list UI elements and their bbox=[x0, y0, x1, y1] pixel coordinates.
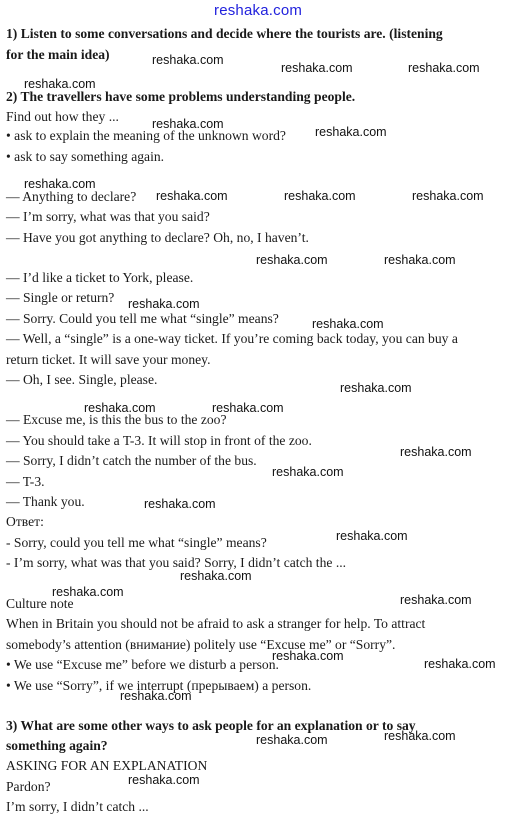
watermark: reshaka.com bbox=[156, 189, 228, 203]
watermark: reshaka.com bbox=[284, 189, 356, 203]
watermark: reshaka.com bbox=[256, 733, 328, 747]
watermark: reshaka.com bbox=[281, 61, 353, 75]
dialog-3-line-2: — You should take a T-3. It will stop in front of the zoo. bbox=[6, 433, 312, 448]
watermark: reshaka.com bbox=[256, 253, 328, 267]
dialog-3-line-3: — Sorry, I didn’t catch the number of the bus. bbox=[6, 453, 257, 468]
watermark: reshaka.com bbox=[128, 773, 200, 787]
dialog-3-line-1: — Excuse me, is this the bus to the zoo? bbox=[6, 412, 227, 427]
dialog-2-line-2: — Single or return? bbox=[6, 290, 115, 305]
dialog-2-line-5: return ticket. It will save your money. bbox=[6, 352, 211, 367]
culture-note-heading: Culture note bbox=[6, 596, 74, 611]
task-3-line-1: 3) What are some other ways to ask people for an explanation or to say bbox=[6, 718, 416, 733]
watermark: reshaka.com bbox=[52, 585, 124, 599]
watermark: reshaka.com bbox=[424, 657, 496, 671]
dialog-3-line-4: — T-3. bbox=[6, 474, 45, 489]
watermark: reshaka.com bbox=[272, 649, 344, 663]
watermark: reshaka.com bbox=[400, 445, 472, 459]
watermark: reshaka.com bbox=[384, 729, 456, 743]
task-1-line-2: for the main idea) bbox=[6, 47, 110, 62]
culture-note-line-2: somebody’s attention (внимание) politely use “Excuse me” or “Sorry”. bbox=[6, 637, 396, 652]
bullet-say-again: • ask to say something again. bbox=[6, 149, 165, 164]
task-2-intro: Find out how they ... bbox=[6, 109, 119, 124]
dialog-1-line-3: — Have you got anything to declare? Oh, no, I haven’t. bbox=[6, 230, 309, 245]
task-3-line-2: something again? bbox=[6, 738, 108, 753]
watermark: reshaka.com bbox=[144, 497, 216, 511]
watermark: reshaka.com bbox=[315, 125, 387, 139]
dialog-1-line-2: — I’m sorry, what was that you said? bbox=[6, 209, 210, 224]
bullet-explain-meaning: • ask to explain the meaning of the unknown word? bbox=[6, 128, 286, 143]
dialog-2-line-6: — Oh, I see. Single, please. bbox=[6, 372, 158, 387]
watermark: reshaka.com bbox=[128, 297, 200, 311]
culture-note-line-1: When in Britain you should not be afraid to ask a stranger for help. To attract bbox=[6, 616, 426, 631]
answer-line-2: - I’m sorry, what was that you said? Sorry, I didn’t catch the ... bbox=[6, 555, 347, 570]
culture-bullet-sorry: • We use “Sorry”, if we interrupt (прерываем) a person. bbox=[6, 678, 312, 693]
watermark: reshaka.com bbox=[312, 317, 384, 331]
dialog-3-line-5: — Thank you. bbox=[6, 494, 85, 509]
answer-label: Ответ: bbox=[6, 514, 44, 529]
dialog-2-line-4: — Well, a “single” is a one-way ticket. If you’re coming back today, you can buy a bbox=[6, 331, 458, 346]
watermark: reshaka.com bbox=[152, 53, 224, 67]
dialog-2-line-1: — I’d like a ticket to York, please. bbox=[6, 270, 194, 285]
watermark: reshaka.com bbox=[272, 465, 344, 479]
asking-explanation-heading: ASKING FOR AN EXPLANATION bbox=[6, 758, 208, 773]
culture-bullet-excuse-me: • We use “Excuse me” before we disturb a person. bbox=[6, 657, 279, 672]
watermark: reshaka.com bbox=[24, 77, 96, 91]
answer-line-1: - Sorry, could you tell me what “single” means? bbox=[6, 535, 267, 550]
watermark: reshaka.com bbox=[212, 401, 284, 415]
dialog-2-line-3: — Sorry. Could you tell me what “single” means? bbox=[6, 311, 279, 326]
task-2-heading: 2) The travellers have some problems understanding people. bbox=[6, 89, 356, 104]
watermark: reshaka.com bbox=[336, 529, 408, 543]
watermark: reshaka.com bbox=[408, 61, 480, 75]
watermark: reshaka.com bbox=[340, 381, 412, 395]
watermark: reshaka.com bbox=[120, 689, 192, 703]
task-1-line-1: 1) Listen to some conversations and decide where the tourists are. (listening bbox=[6, 26, 443, 41]
watermark: reshaka.com bbox=[384, 253, 456, 267]
dialog-1-line-1: — Anything to declare? bbox=[6, 189, 137, 204]
watermark: reshaka.com bbox=[180, 569, 252, 583]
watermark: reshaka.com bbox=[152, 117, 224, 131]
site-brand-link[interactable]: reshaka.com bbox=[214, 2, 303, 19]
watermark: reshaka.com bbox=[84, 401, 156, 415]
phrase-didnt-catch: I’m sorry, I didn’t catch ... bbox=[6, 799, 149, 814]
watermark: reshaka.com bbox=[24, 177, 96, 191]
watermark: reshaka.com bbox=[412, 189, 484, 203]
watermark: reshaka.com bbox=[400, 593, 472, 607]
phrase-pardon: Pardon? bbox=[6, 779, 51, 794]
